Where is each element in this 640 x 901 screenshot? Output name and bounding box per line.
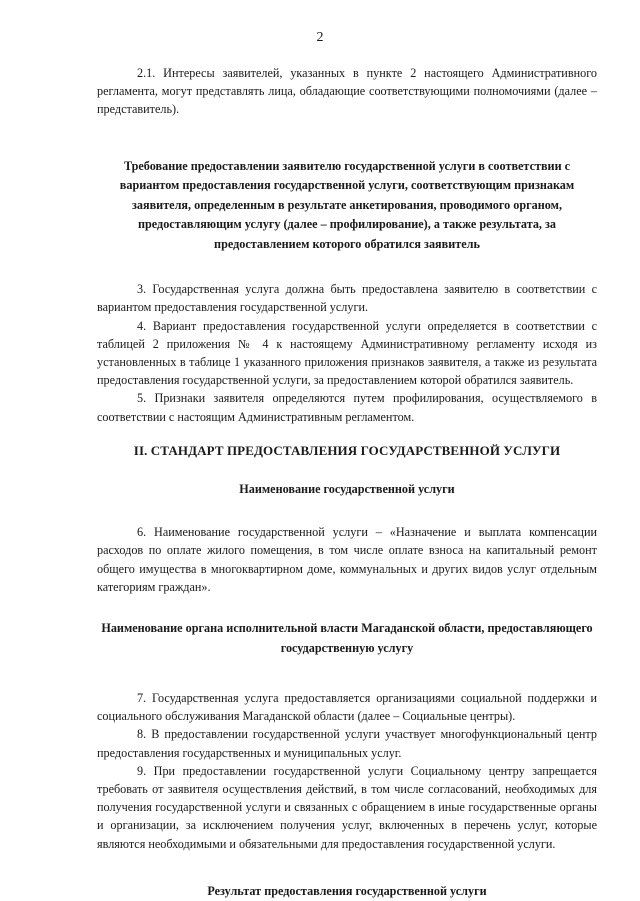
paragraph-2-1: 2.1. Интересы заявителей, указанных в пункте 2 настоящего Административного регламента, могут представлять лица, обладающие соответствующими полномочиями (далее – представитель). (97, 66, 597, 117)
paragraph-4: 4. Вариант предоставления государственной услуги определяется в соответствии с таблицей 2 приложения № 4 к настоящему Административному регламенту исходя из установленных в таблице 1 указанного приложения признаков заявителя, а также из результата предоставления государственной услуги, за предоставлением которой обратился заявитель. (97, 318, 597, 388)
document-body (97, 64, 597, 901)
page-number: 2 (316, 30, 324, 45)
paragraph-5: 5. Признаки заявителя определяются путем профилирования, осуществляемого в соответствии с настоящим Административным регламентом. (97, 391, 597, 424)
paragraph-7: 7. Государственная услуга предоставляется организациями социальной поддержки и социального обслуживания Магаданской области (далее – Социальные центры). (97, 691, 597, 724)
section-title-2: II. СТАНДАРТ ПРЕДОСТАВЛЕНИЯ ГОСУДАРСТВЕННОЙ УСЛУГИ (133, 442, 561, 458)
paragraph-6: 6. Наименование государственной услуги – «Назначение и выплата компенсации расходов по оплате жилого помещения, в том числе оплате взноса на капитальный ремонт общего имущества в многоквартирном доме, коммунальных и других видов услуг отдельным категориям граждан». (97, 525, 597, 594)
paragraph-9: 9. При предоставлении государственной услуги Социальному центру запрещается требовать от заявителя осуществления действий, в том числе согласований, необходимых для получения государственной услуги и связанных с обращением в иные государственные органы и организации, за исключением получения услуг, включенных в перечень услуг, которые являются необходимыми и обязательными для предоставления государственной услуги. (97, 763, 597, 851)
paragraph-3: 3. Государственная услуга должна быть предоставлена заявителю в соответствии с вариантом предоставления государственной услуги. (97, 282, 597, 315)
heading-service-name: Наименование государственной услуги (239, 481, 455, 496)
heading-requirement: Требование предоставлении заявителю государственной услуги в соответствии с вариантом предоставления государственной услуги, соответствующим признакам заявителя, определенным в результате анкетирования, проводимого органом, предоставляющим услугу (далее – профилирование), а также результата, за предоставлением которого обратился заявитель (119, 158, 575, 251)
paragraph-8: 8. В предоставлении государственной услуги участвует многофункциональный центр предоставления государственных и муниципальных услуг. (97, 727, 597, 760)
heading-authority: Наименование органа исполнительной власти Магаданской области, предоставляющего государственную услугу (101, 621, 593, 655)
heading-result: Результат предоставления государственной услуги (207, 883, 487, 898)
